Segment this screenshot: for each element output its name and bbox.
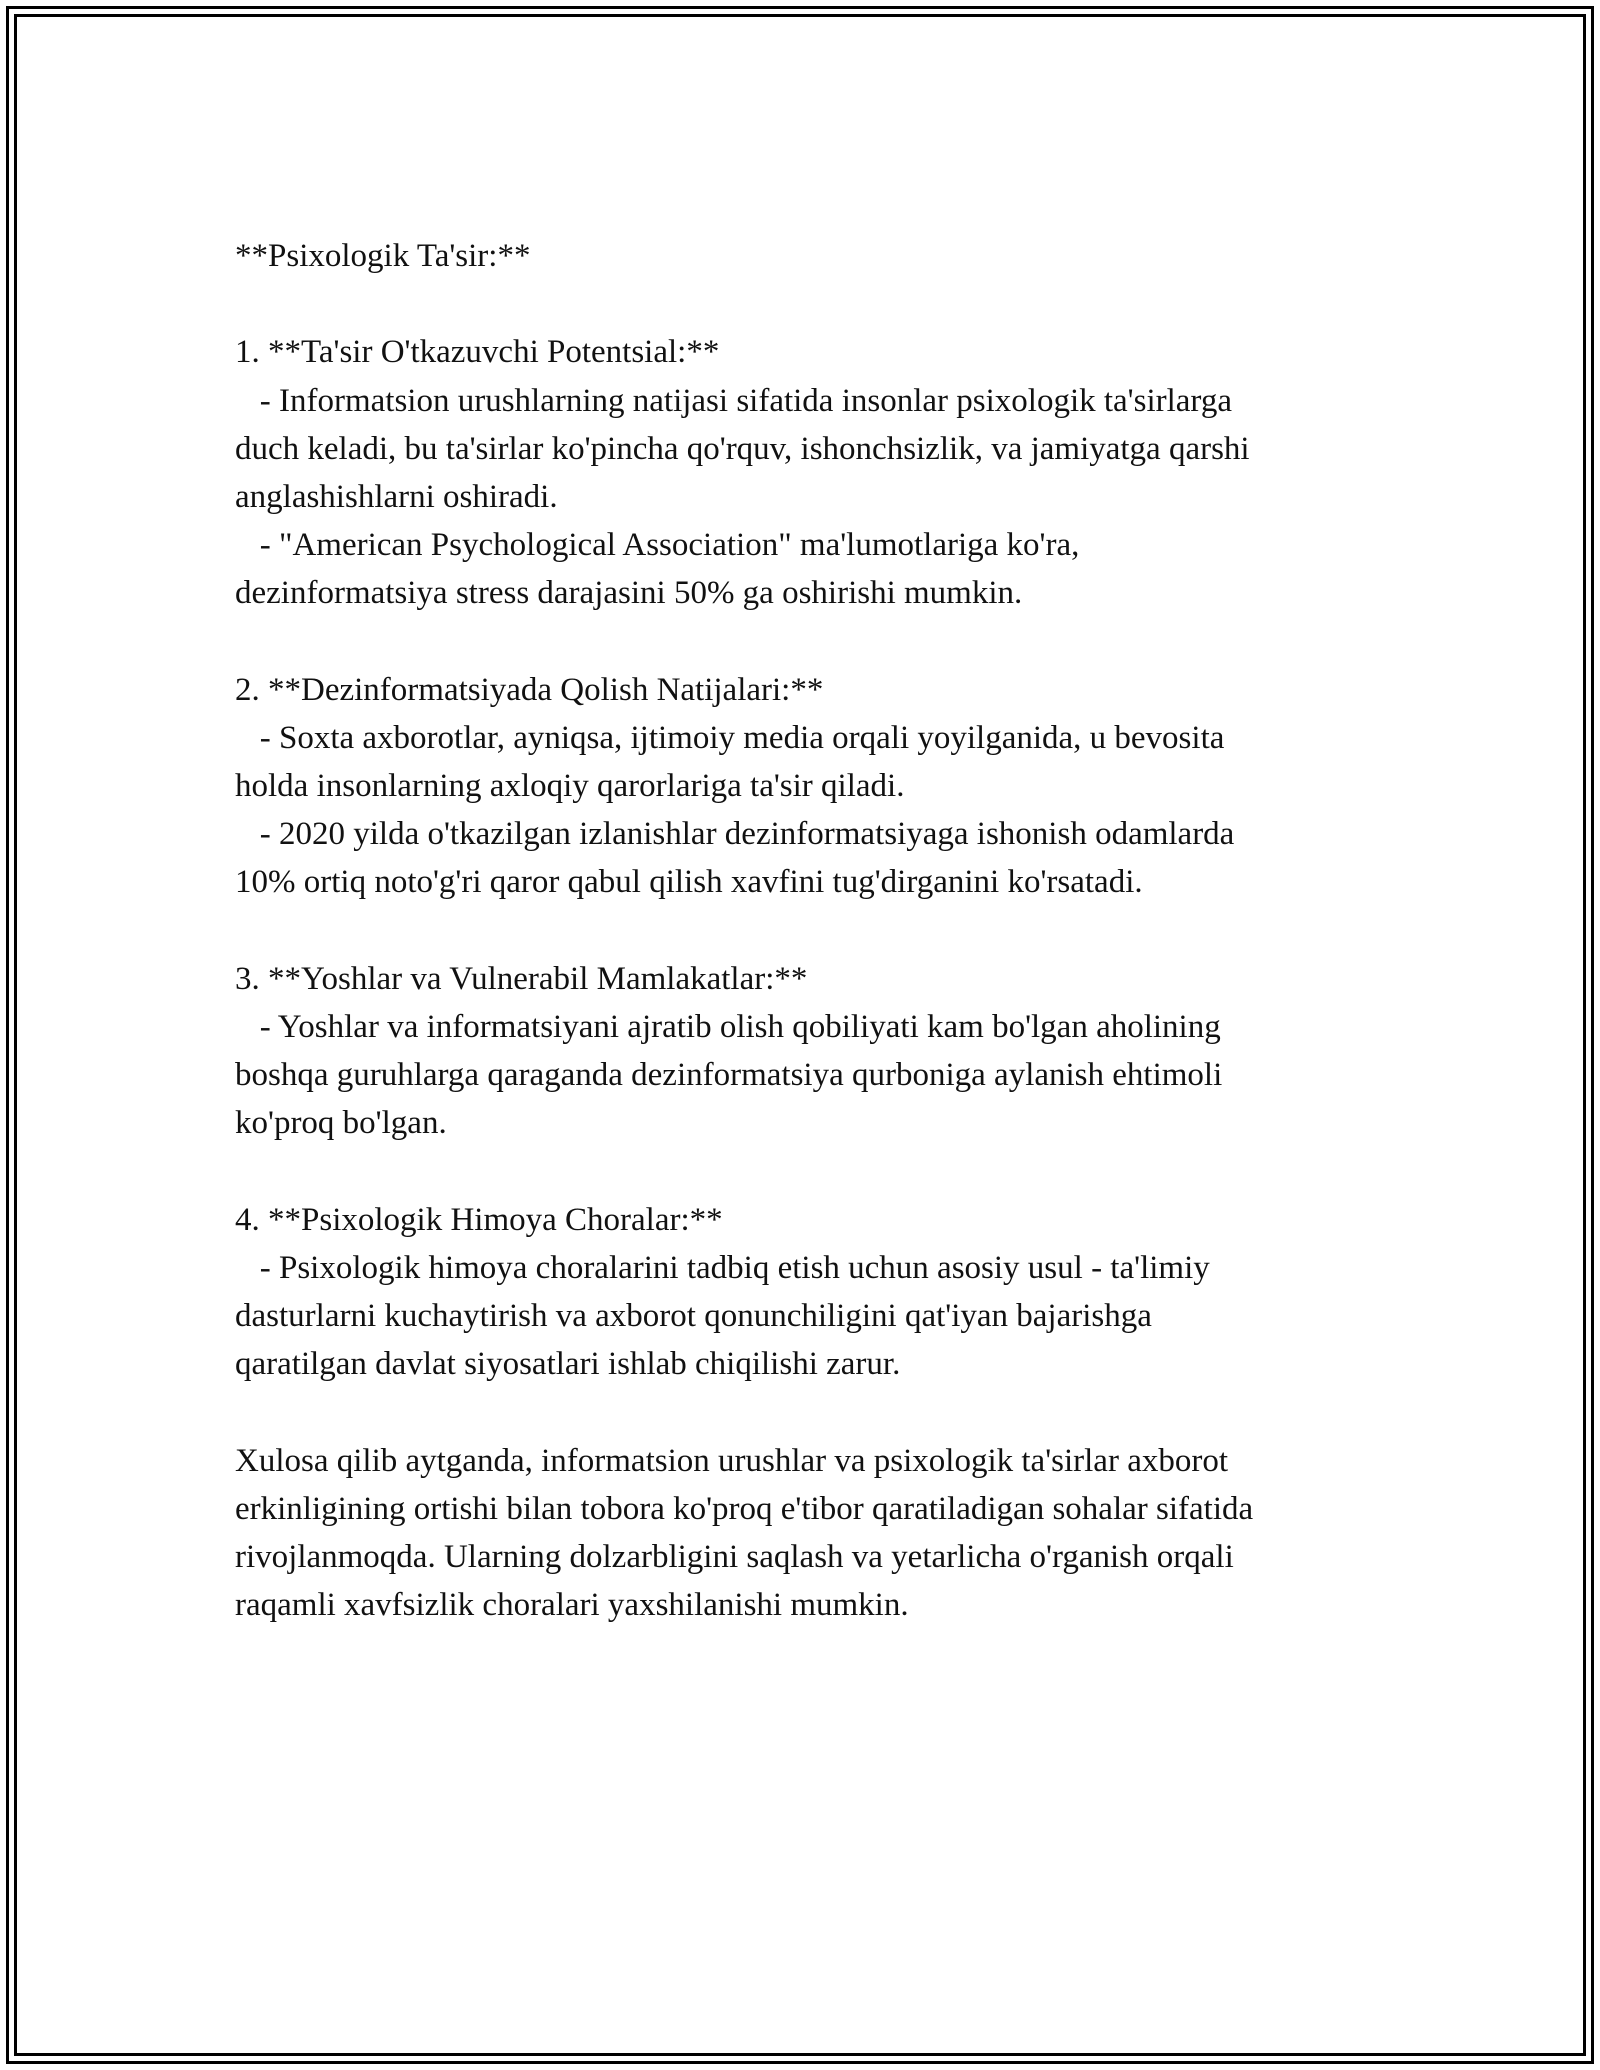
section-line: dezinformatsiya stress darajasini 50% ga oshirishi mumkin. [235, 575, 1023, 612]
spacer [235, 1148, 1385, 1196]
document-body [235, 232, 1385, 1629]
section-title: 1. **Ta'sir O'tkazuvchi Potentsial:** [235, 334, 720, 371]
section-line: ko'proq bo'lgan. [235, 1105, 447, 1142]
section-title: 4. **Psixologik Himoya Choralar:** [235, 1201, 723, 1238]
section-4 [235, 1196, 1385, 1389]
spacer [235, 618, 1385, 666]
section-line: dasturlarni kuchaytirish va axborot qonunchiligini qat'iyan bajarishga [235, 1298, 1152, 1335]
section-line: duch keladi, bu ta'sirlar ko'pincha qo'rquv, ishonchsizlik, va jamiyatga qarshi [235, 430, 1250, 467]
document-heading: **Psixologik Ta'sir:** [235, 238, 531, 274]
spacer [235, 1389, 1385, 1437]
conclusion-line: raqamli xavfsizlik choralari yaxshilanishi mumkin. [235, 1587, 909, 1624]
conclusion-paragraph [235, 1437, 1385, 1630]
section-2 [235, 666, 1385, 907]
section-1 [235, 328, 1385, 617]
conclusion-line: erkinligining ortishi bilan tobora ko'proq e'tibor qaratiladigan sohalar sifatida [235, 1490, 1254, 1527]
section-line: 10% ortiq noto'g'ri qaror qabul qilish xavfini tug'dirganini ko'rsatadi. [235, 864, 1143, 901]
section-line: anglashishlarni oshiradi. [235, 478, 558, 515]
section-line: - Informatsion urushlarning natijasi sifatida insonlar psixologik ta'sirlarga [235, 382, 1232, 419]
conclusion-line: Xulosa qilib aytganda, informatsion urushlar va psixologik ta'sirlar axborot [235, 1442, 1228, 1479]
section-line: - Psixologik himoya choralarini tadbiq etish uchun asosiy usul - ta'limiy [235, 1249, 1210, 1286]
section-line: qaratilgan davlat siyosatlari ishlab chiqilishi zarur. [235, 1346, 901, 1383]
spacer [235, 280, 1385, 328]
section-line: - Soxta axborotlar, ayniqsa, ijtimoiy media orqali yoyilganida, u bevosita [235, 719, 1225, 756]
section-title: 3. **Yoshlar va Vulnerabil Mamlakatlar:** [235, 960, 808, 997]
section-line: - 2020 yilda o'tkazilgan izlanishlar dezinformatsiyaga ishonish odamlarda [235, 816, 1235, 853]
spacer [235, 907, 1385, 955]
section-line: - "American Psychological Association" ma'lumotlariga ko'ra, [235, 527, 1080, 564]
section-line: boshqa guruhlarga qaraganda dezinformatsiya qurboniga aylanish ehtimoli [235, 1057, 1223, 1094]
section-line: - Yoshlar va informatsiyani ajratib olish qobiliyati kam bo'lgan aholining [235, 1009, 1221, 1045]
section-title: 2. **Dezinformatsiyada Qolish Natijalari:** [235, 671, 824, 708]
conclusion-line: rivojlanmoqda. Ularning dolzarbligini saqlash va yetarlicha o'rganish orqali [235, 1539, 1234, 1576]
section-3 [235, 955, 1385, 1148]
section-line: holda insonlarning axloqiy qarorlariga ta'sir qiladi. [235, 768, 905, 805]
